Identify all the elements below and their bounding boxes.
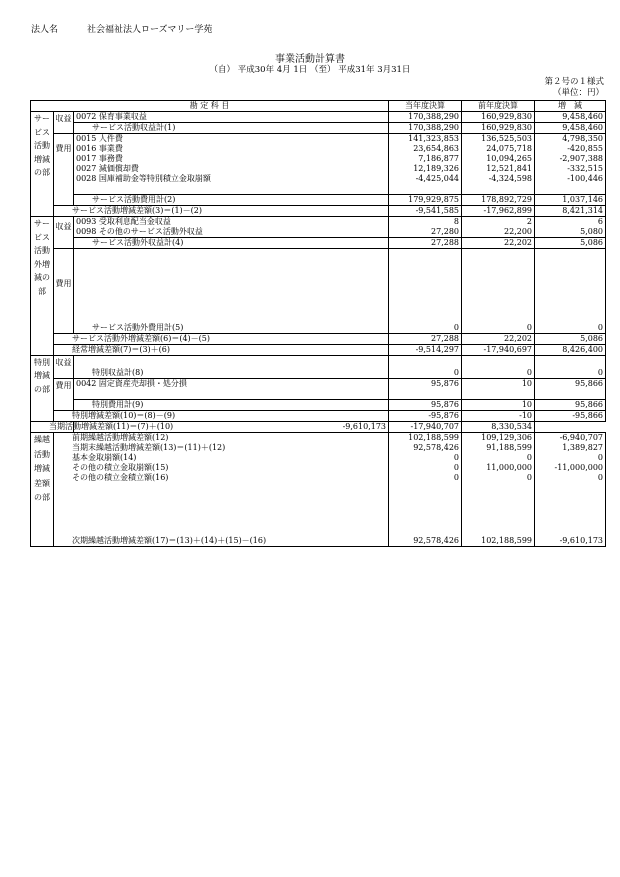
table-row xyxy=(31,368,606,379)
table-row xyxy=(31,536,606,547)
subsection-revenue: 収益 xyxy=(54,355,74,379)
row-label: 0016 事業費 xyxy=(74,144,389,154)
section-special: 特別増減の部 xyxy=(31,355,54,422)
cell-previous: 102,188,599 xyxy=(462,536,535,547)
cell-current: 102,188,599 xyxy=(389,433,462,444)
table-row xyxy=(31,238,606,249)
cell-current: 95,876 xyxy=(389,379,462,390)
cell-change: 8,426,400 xyxy=(535,344,606,355)
table-row xyxy=(31,473,606,483)
cell-change: 95,866 xyxy=(535,379,606,390)
table-row xyxy=(31,227,606,238)
cell-current: 23,654,863 xyxy=(389,144,462,154)
table-row xyxy=(31,112,606,123)
corporation-name: 社会福祉法人ローズマリー学苑 xyxy=(87,25,213,35)
cell-previous: 91,188,599 xyxy=(462,443,535,453)
row-label: 基本金取崩額(14) xyxy=(54,453,389,463)
table-row-spacer xyxy=(31,483,606,536)
table-row xyxy=(31,453,606,463)
table-header-row xyxy=(31,101,606,112)
subsection-expense: 費用 xyxy=(54,379,74,411)
table-row xyxy=(31,123,606,134)
row-label: サービス活動外費用計(5) xyxy=(74,323,389,334)
column-header-change: 増 減 xyxy=(535,101,606,112)
cell-previous: -4,324,598 xyxy=(462,174,535,184)
cell-current: 0 xyxy=(389,323,462,334)
cell-current: 27,288 xyxy=(389,333,462,344)
table-row xyxy=(31,195,606,206)
row-label: サービス活動収益計(1) xyxy=(74,123,389,134)
cell-change: 1,389,827 xyxy=(535,443,606,453)
cell-current: 27,280 xyxy=(389,227,462,238)
cell-change: -11,000,000 xyxy=(535,463,606,473)
cell-change: 0 xyxy=(535,323,606,334)
cell-change: 0 xyxy=(535,473,606,483)
cell-change: -2,907,388 xyxy=(535,154,606,164)
cell-previous: -10 xyxy=(462,411,535,422)
cell-previous: 0 xyxy=(462,323,535,334)
cell-current: -9,514,297 xyxy=(389,344,462,355)
cell-previous: 10 xyxy=(462,400,535,411)
table-row xyxy=(31,443,606,453)
cell-previous: -17,962,899 xyxy=(462,206,535,217)
table-row xyxy=(31,206,606,217)
row-label: 0017 事務費 xyxy=(74,154,389,164)
cell-current: 0 xyxy=(389,463,462,473)
table-row xyxy=(31,134,606,145)
cell-previous: 160,929,830 xyxy=(462,123,535,134)
cell-current: -9,541,585 xyxy=(389,206,462,217)
table-row xyxy=(31,144,606,154)
cell-change: 9,458,460 xyxy=(535,112,606,123)
cell-current: 95,876 xyxy=(389,400,462,411)
row-label: 次期繰越活動増減差額(17)＝(13)＋(14)＋(15)－(16) xyxy=(54,536,389,547)
subsection-expense: 費用 xyxy=(54,134,74,206)
table-row xyxy=(31,154,606,164)
corporation-line xyxy=(31,22,212,35)
cell-previous: -17,940,697 xyxy=(462,344,535,355)
cell-current: 8 xyxy=(389,217,462,228)
cell-current: 0 xyxy=(389,453,462,463)
cell-current: 0 xyxy=(389,473,462,483)
cell-current: 27,288 xyxy=(389,238,462,249)
table-row-spacer xyxy=(31,184,606,195)
table-row xyxy=(31,217,606,228)
cell-current: -95,876 xyxy=(389,411,462,422)
cell-change: 5,086 xyxy=(535,333,606,344)
column-header-subject: 勘 定 科 目 xyxy=(31,101,389,112)
row-label: サービス活動増減差額(3)＝(1)－(2) xyxy=(54,206,389,217)
cell-current: 7,186,877 xyxy=(389,154,462,164)
form-number: 第２号の１様式 xyxy=(544,77,604,87)
cell-previous: 10 xyxy=(462,379,535,390)
table-row xyxy=(31,411,606,422)
table-row-spacer xyxy=(31,249,606,323)
table-row xyxy=(31,433,606,444)
cell-change: 4,798,350 xyxy=(535,134,606,145)
cell-previous: 12,521,841 xyxy=(462,164,535,174)
cell-change: 8,330,534 xyxy=(462,422,535,433)
table-row xyxy=(31,379,606,390)
cell-current: 170,388,290 xyxy=(389,123,462,134)
row-label: 0028 国庫補助金等特別積立金取崩額 xyxy=(74,174,389,184)
cell-previous: 0 xyxy=(462,473,535,483)
fiscal-period: （自） 平成30年 4月 1日 （至） 平成31年 3月31日 xyxy=(209,65,411,75)
row-label: 経常増減差額(7)＝(3)＋(6) xyxy=(54,344,389,355)
currency-unit: （単位：円） xyxy=(552,88,604,98)
cell-change: -95,866 xyxy=(535,411,606,422)
row-label: 前期繰越活動増減差額(12) xyxy=(54,433,389,444)
cell-current: 0 xyxy=(389,368,462,379)
column-header-current: 当年度決算 xyxy=(389,101,462,112)
cell-change: -420,855 xyxy=(535,144,606,154)
table-row-spacer xyxy=(31,355,606,368)
cell-change: 0 xyxy=(535,368,606,379)
row-label: サービス活動外増減差額(6)＝(4)－(5) xyxy=(54,333,389,344)
cell-change: -6,940,707 xyxy=(535,433,606,444)
cell-previous: 0 xyxy=(462,453,535,463)
cell-change: -332,515 xyxy=(535,164,606,174)
table-row xyxy=(31,174,606,184)
table-row xyxy=(31,333,606,344)
section-carryover: 繰越活動増減差額の部 xyxy=(31,433,54,547)
cell-previous: 24,075,718 xyxy=(462,144,535,154)
cell-change: 5,080 xyxy=(535,227,606,238)
cell-previous: 109,129,306 xyxy=(462,433,535,444)
column-header-previous: 前年度決算 xyxy=(462,101,535,112)
cell-current: 92,578,426 xyxy=(389,443,462,453)
cell-previous: 22,200 xyxy=(462,227,535,238)
row-label: 0027 減価償却費 xyxy=(74,164,389,174)
cell-previous: -17,940,707 xyxy=(389,422,462,433)
cell-change: 8,421,314 xyxy=(535,206,606,217)
cell-change: 5,086 xyxy=(535,238,606,249)
section-service: サービス活動増減の部 xyxy=(31,112,54,217)
row-label: 特別費用計(9) xyxy=(74,400,389,411)
row-label: 0098 その他のサービス活動外収益 xyxy=(74,227,389,238)
cell-current: -9,610,173 xyxy=(74,422,389,433)
row-label: サービス活動費用計(2) xyxy=(74,195,389,206)
cell-previous: 22,202 xyxy=(462,333,535,344)
row-label: その他の積立金積立額(16) xyxy=(54,473,389,483)
row-label: 特別増減差額(10)＝(8)－(9) xyxy=(54,411,389,422)
cell-current: 12,189,326 xyxy=(389,164,462,174)
activity-statement-table xyxy=(30,100,606,547)
row-label: 特別収益計(8) xyxy=(74,368,389,379)
document-title: 事業活動計算書 xyxy=(275,54,345,65)
subsection-expense: 費用 xyxy=(54,249,74,334)
row-label: 当期末繰越活動増減差額(13)＝(11)＋(12) xyxy=(54,443,389,453)
subsection-revenue: 収益 xyxy=(54,112,74,134)
cell-current: 92,578,426 xyxy=(389,536,462,547)
table-row xyxy=(31,400,606,411)
section-nonservice: サービス活動外増減の部 xyxy=(31,217,54,356)
cell-current: 141,323,853 xyxy=(389,134,462,145)
cell-change: 0 xyxy=(535,453,606,463)
table-row xyxy=(31,422,606,433)
subsection-revenue: 収益 xyxy=(54,217,74,249)
cell-previous: 2 xyxy=(462,217,535,228)
row-label: 0093 受取利息配当金収益 xyxy=(74,217,389,228)
row-label: 当期活動増減差額(11)＝(7)＋(10) xyxy=(31,422,74,433)
cell-previous: 178,892,729 xyxy=(462,195,535,206)
cell-previous: 0 xyxy=(462,368,535,379)
cell-change: 9,458,460 xyxy=(535,123,606,134)
cell-current: 179,929,875 xyxy=(389,195,462,206)
row-label: サービス活動外収益計(4) xyxy=(74,238,389,249)
cell-previous: 136,525,503 xyxy=(462,134,535,145)
cell-previous: 160,929,830 xyxy=(462,112,535,123)
row-label: 0072 保育事業収益 xyxy=(74,112,389,123)
row-label: 0015 人件費 xyxy=(74,134,389,145)
cell-change: 95,866 xyxy=(535,400,606,411)
row-label: 0042 固定資産売却損・処分損 xyxy=(74,379,389,390)
cell-change: -9,610,173 xyxy=(535,536,606,547)
cell-current: 170,388,290 xyxy=(389,112,462,123)
table-row xyxy=(31,164,606,174)
table-row xyxy=(31,463,606,473)
cell-change: 6 xyxy=(535,217,606,228)
cell-change: 1,037,146 xyxy=(535,195,606,206)
cell-previous: 11,000,000 xyxy=(462,463,535,473)
corporation-label: 法人名 xyxy=(31,25,59,35)
cell-change: -100,446 xyxy=(535,174,606,184)
table-row xyxy=(31,344,606,355)
row-label: その他の積立金取崩額(15) xyxy=(54,463,389,473)
cell-previous: 22,202 xyxy=(462,238,535,249)
table-row xyxy=(31,323,606,334)
table-row-spacer xyxy=(31,389,606,400)
cell-current: -4,425,044 xyxy=(389,174,462,184)
cell-previous: 10,094,265 xyxy=(462,154,535,164)
